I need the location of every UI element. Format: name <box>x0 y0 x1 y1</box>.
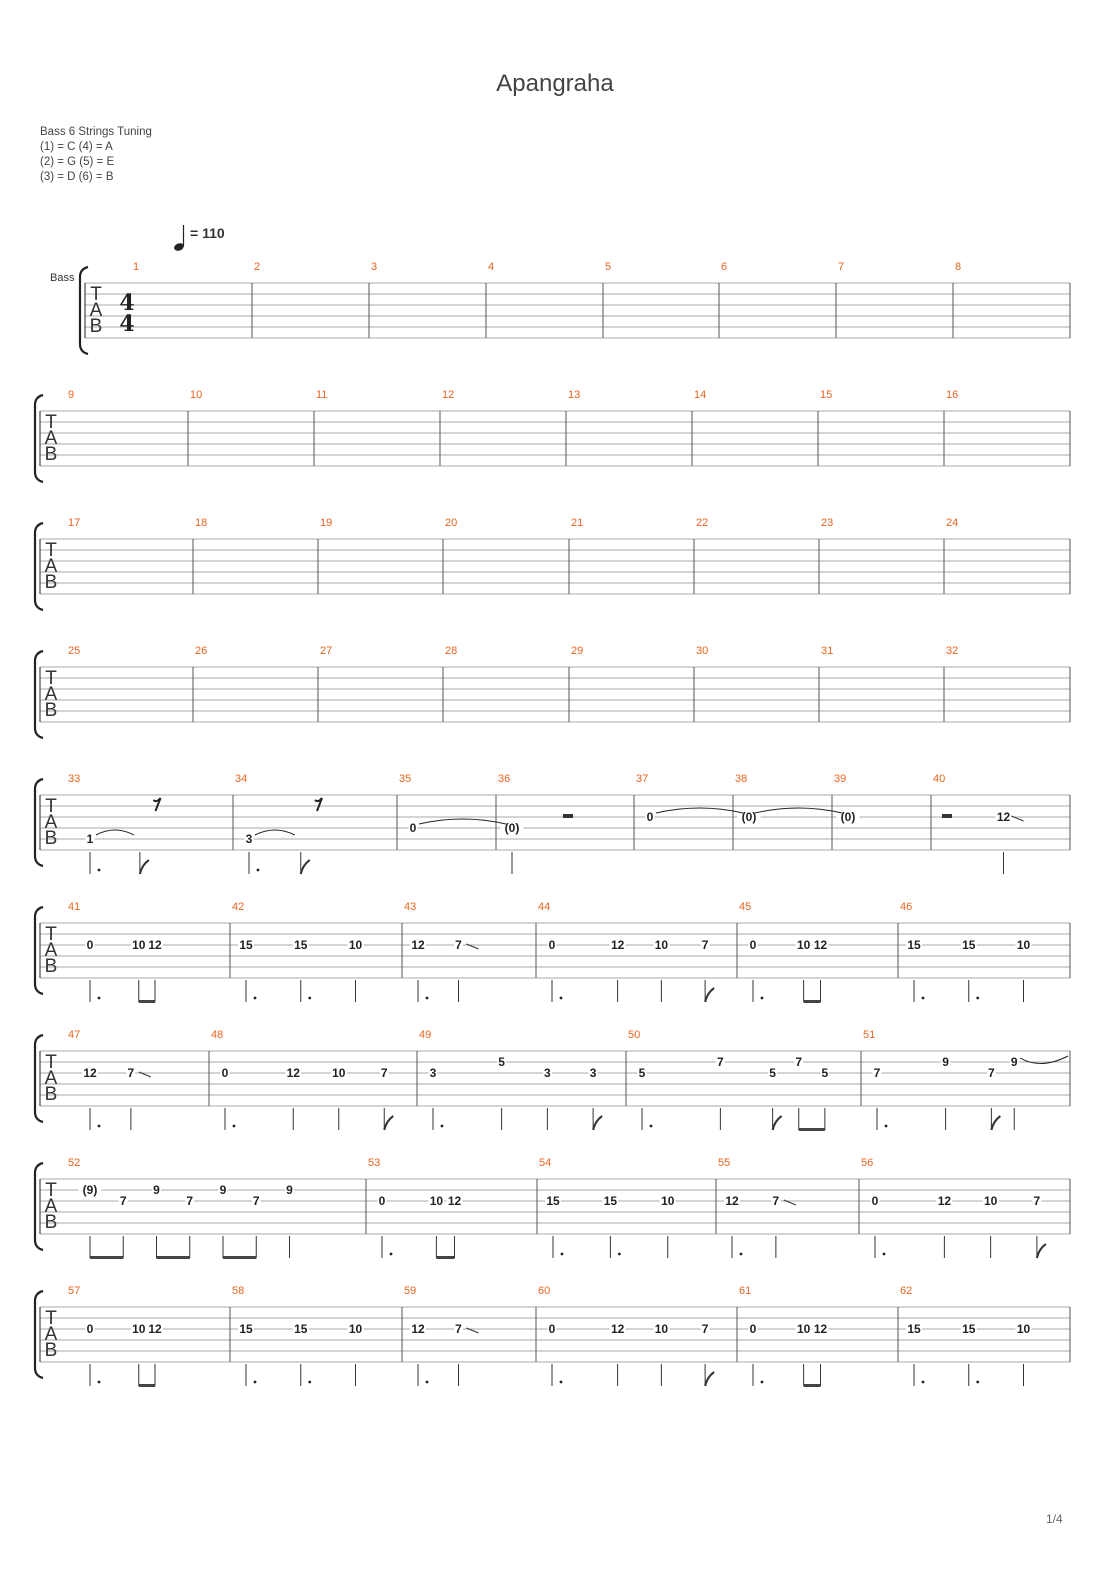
dot-mark <box>441 1125 444 1128</box>
eighth-rest-icon <box>154 798 161 811</box>
system-bracket <box>35 395 43 482</box>
fret-number: 5 <box>821 1066 829 1080</box>
system-bracket <box>35 1291 43 1378</box>
fret-number: 7 <box>795 1055 803 1069</box>
beam <box>799 1128 825 1131</box>
measure-number: 60 <box>538 1285 551 1297</box>
fret-number: (0) <box>504 821 520 835</box>
measure-number: 43 <box>404 901 417 913</box>
fret-number: 0 <box>749 1322 757 1336</box>
measure-number: 49 <box>419 1029 432 1041</box>
fret-number: 15 <box>962 1322 976 1336</box>
measure-number: 56 <box>861 1157 874 1169</box>
dot-mark <box>650 1125 653 1128</box>
tab-clef-letter: B <box>44 1084 58 1105</box>
tab-clef-letter: A <box>44 940 58 961</box>
fret-number: 7 <box>717 1055 724 1069</box>
tab-clef-letter: T <box>45 796 57 817</box>
dot-mark <box>560 1381 563 1384</box>
dot-mark <box>426 997 429 1000</box>
fret-number: (0) <box>840 810 856 824</box>
measure-number: 54 <box>539 1157 552 1169</box>
fret-number: 12 <box>725 1194 739 1208</box>
measure-number: 29 <box>571 645 584 657</box>
measure-number: 58 <box>232 1285 245 1297</box>
dot-mark <box>233 1125 236 1128</box>
fret-number: (9) <box>82 1183 98 1197</box>
eighth-rest-icon <box>315 798 322 811</box>
fret-number: 10 <box>796 1322 811 1336</box>
fret-number: 3 <box>429 1066 437 1080</box>
tab-clef-letter: A <box>44 1068 58 1089</box>
measure-number: 40 <box>933 773 946 785</box>
tab-system <box>35 1157 1070 1259</box>
tie-arc <box>419 819 506 824</box>
measure-number: 2 <box>254 261 261 273</box>
tab-clef-letter: T <box>45 1052 57 1073</box>
fret-number: 7 <box>988 1066 995 1080</box>
fret-number: 0 <box>86 938 94 952</box>
dot-mark <box>390 1253 393 1256</box>
tab-clef-letter: B <box>44 444 58 465</box>
measure-number: 42 <box>232 901 245 913</box>
fret-number: 12 <box>996 810 1011 824</box>
fret-number: 15 <box>294 1322 308 1336</box>
flag-mark <box>705 988 714 1002</box>
tab-clef-letter: B <box>44 1340 58 1361</box>
system-bracket <box>35 523 43 610</box>
fret-number: 10 <box>132 938 146 952</box>
tab-clef-letter: A <box>44 812 58 833</box>
beam <box>139 1384 155 1387</box>
fret-number: 15 <box>239 1322 253 1336</box>
tie-arc <box>755 808 842 813</box>
tab-system <box>35 1285 1070 1387</box>
beam <box>436 1256 454 1259</box>
tie-arc <box>96 830 134 835</box>
tab-clef-letter: A <box>44 1196 58 1217</box>
measure-number: 18 <box>195 517 208 529</box>
fret-number: 9 <box>942 1055 949 1069</box>
measure-number: 53 <box>368 1157 381 1169</box>
tab-clef-letter: B <box>89 316 103 337</box>
measure-number: 23 <box>821 517 834 529</box>
beam <box>804 1384 821 1387</box>
measure-number: 50 <box>628 1029 641 1041</box>
flag-mark <box>301 860 310 874</box>
measure-number: 3 <box>371 261 378 273</box>
tab-clef-letter: A <box>44 684 58 705</box>
half-rest-icon <box>563 814 573 818</box>
dot-mark <box>98 869 101 872</box>
measure-number: 9 <box>68 389 75 401</box>
time-signature-bottom: 4 <box>119 311 135 337</box>
fret-number: 3 <box>589 1066 597 1080</box>
measure-number: 36 <box>498 773 511 785</box>
tuning-line: (1) = C (4) = A <box>40 141 113 153</box>
dot-mark <box>308 997 311 1000</box>
measure-number: 41 <box>68 901 81 913</box>
tab-clef-letter: B <box>44 828 58 849</box>
measure-number: 33 <box>68 773 81 785</box>
dot-mark <box>254 1381 257 1384</box>
fret-number: 15 <box>603 1194 618 1208</box>
dot-mark <box>922 1381 925 1384</box>
tuning-line: (2) = G (5) = E <box>40 156 115 168</box>
measure-number: 55 <box>718 1157 731 1169</box>
fret-number: 9 <box>1010 1055 1018 1069</box>
system-bracket <box>35 907 43 994</box>
dot-mark <box>885 1125 888 1128</box>
fret-number: 7 <box>252 1194 260 1208</box>
instrument-name: Bass <box>50 272 75 284</box>
fret-number: 15 <box>294 938 308 952</box>
beam <box>139 1000 155 1003</box>
fret-number: 7 <box>701 1322 709 1336</box>
flag-mark <box>384 1116 393 1130</box>
fret-number: 9 <box>286 1183 293 1197</box>
dot-mark <box>976 997 979 1000</box>
measure-number: 17 <box>68 517 81 529</box>
fret-number: 10 <box>1016 1322 1031 1336</box>
measure-number: 14 <box>694 389 707 401</box>
fret-number: 12 <box>937 1194 952 1208</box>
tab-system <box>35 901 1070 1003</box>
tab-system <box>35 773 1070 874</box>
fret-number: 3 <box>544 1066 551 1080</box>
measure-number: 26 <box>195 645 208 657</box>
tab-clef-letter: T <box>45 412 57 433</box>
measure-number: 44 <box>538 901 551 913</box>
dot-mark <box>761 1381 764 1384</box>
flag-mark <box>991 1116 1000 1130</box>
fret-number: 12 <box>610 938 625 952</box>
tab-clef-letter: T <box>45 668 57 689</box>
fret-number: 5 <box>638 1066 646 1080</box>
measure-number: 32 <box>946 645 959 657</box>
dot-mark <box>922 997 925 1000</box>
measure-number: 30 <box>696 645 709 657</box>
measure-number: 47 <box>68 1029 81 1041</box>
dot-mark <box>618 1253 621 1256</box>
measure-number: 28 <box>445 645 458 657</box>
fret-number: 0 <box>409 821 417 835</box>
dot-mark <box>740 1253 743 1256</box>
measure-number: 20 <box>445 517 458 529</box>
tab-clef-letter: B <box>44 700 58 721</box>
fret-number: 7 <box>772 1194 780 1208</box>
dot-mark <box>883 1253 886 1256</box>
tie-arc <box>656 808 743 813</box>
tab-clef-letter: T <box>45 1308 57 1329</box>
fret-number: 10 <box>796 938 811 952</box>
flag-mark <box>705 1372 714 1386</box>
measure-number: 5 <box>605 261 612 273</box>
dot-mark <box>98 1125 101 1128</box>
fret-number: 10 <box>654 1322 669 1336</box>
fret-number: 12 <box>411 1322 425 1336</box>
flag-mark <box>593 1116 602 1130</box>
fret-number: 0 <box>548 938 556 952</box>
tab-clef-letter: B <box>44 572 58 593</box>
fret-number: 7 <box>455 938 462 952</box>
fret-number: 5 <box>498 1055 505 1069</box>
dot-mark <box>98 1381 101 1384</box>
fret-number: 7 <box>1033 1194 1041 1208</box>
measure-number: 25 <box>68 645 81 657</box>
fret-number: 12 <box>813 938 828 952</box>
fret-number: 9 <box>153 1183 160 1197</box>
measure-number: 34 <box>235 773 248 785</box>
fret-number: 10 <box>661 1194 675 1208</box>
flag-mark <box>773 1116 782 1130</box>
measure-number: 19 <box>320 517 333 529</box>
fret-number: 10 <box>429 1194 444 1208</box>
measure-number: 12 <box>442 389 455 401</box>
measure-number: 45 <box>739 901 752 913</box>
beam <box>223 1256 256 1259</box>
tuning-heading: Bass 6 Strings Tuning <box>40 126 152 138</box>
measure-number: 6 <box>721 261 728 273</box>
measure-number: 31 <box>821 645 834 657</box>
measure-number: 21 <box>571 517 584 529</box>
measure-number: 48 <box>211 1029 224 1041</box>
tab-clef-letter: A <box>44 556 58 577</box>
measure-number: 8 <box>955 261 962 273</box>
fret-number: 0 <box>646 810 654 824</box>
fret-number: 15 <box>907 938 921 952</box>
fret-number: 12 <box>813 1322 828 1336</box>
measure-number: 15 <box>820 389 833 401</box>
dot-mark <box>257 869 260 872</box>
tab-clef-letter: B <box>44 1212 58 1233</box>
measure-number: 37 <box>636 773 649 785</box>
dot-mark <box>308 1381 311 1384</box>
fret-number: 12 <box>148 938 162 952</box>
beam <box>804 1000 821 1003</box>
fret-number: 0 <box>749 938 757 952</box>
measure-number: 51 <box>863 1029 876 1041</box>
measure-number: 4 <box>488 261 495 273</box>
measure-number: 38 <box>735 773 748 785</box>
system-bracket <box>35 651 43 738</box>
fret-number: 7 <box>455 1322 462 1336</box>
fret-number: 12 <box>148 1322 162 1336</box>
song-title: Apangraha <box>496 70 614 97</box>
measure-number: 10 <box>190 389 203 401</box>
fret-number: 15 <box>962 938 976 952</box>
tab-clef-letter: T <box>45 540 57 561</box>
fret-number: 7 <box>380 1066 388 1080</box>
dot-mark <box>561 1253 564 1256</box>
fret-number: 15 <box>546 1194 560 1208</box>
time-signature-top: 4 <box>119 290 135 316</box>
fret-number: 7 <box>186 1194 194 1208</box>
measure-number: 62 <box>900 1285 913 1297</box>
system-bracket <box>35 1163 43 1250</box>
fret-number: 10 <box>332 1066 346 1080</box>
tab-clef-letter: T <box>45 1180 57 1201</box>
fret-number: 7 <box>873 1066 881 1080</box>
measure-number: 1 <box>133 261 140 273</box>
measure-number: 16 <box>946 389 959 401</box>
fret-number: 10 <box>654 938 669 952</box>
beam <box>90 1256 123 1259</box>
fret-number: 5 <box>769 1066 776 1080</box>
measure-number: 13 <box>568 389 581 401</box>
measure-number: 24 <box>946 517 959 529</box>
half-rest-icon <box>942 814 952 818</box>
tab-clef-letter: A <box>44 1324 58 1345</box>
tab-system <box>50 261 1070 354</box>
beam <box>157 1256 190 1259</box>
tab-system <box>35 389 1070 482</box>
tab-clef-letter: T <box>90 284 102 305</box>
dot-mark <box>976 1381 979 1384</box>
measure-number: 39 <box>834 773 847 785</box>
measure-number: 61 <box>739 1285 752 1297</box>
fret-number: 0 <box>871 1194 879 1208</box>
dot-mark <box>98 997 101 1000</box>
fret-number: 12 <box>286 1066 300 1080</box>
fret-number: 7 <box>127 1066 135 1080</box>
fret-number: 15 <box>907 1322 921 1336</box>
fret-number: (0) <box>741 810 757 824</box>
dot-mark <box>560 997 563 1000</box>
dot-mark <box>761 997 764 1000</box>
fret-number: 0 <box>378 1194 386 1208</box>
measure-number: 22 <box>696 517 709 529</box>
system-bracket <box>35 1035 43 1122</box>
tie-arc <box>255 830 295 835</box>
tempo-value: = 110 <box>190 225 225 241</box>
dot-mark <box>426 1381 429 1384</box>
fret-number: 7 <box>701 938 709 952</box>
fret-number: 10 <box>348 938 363 952</box>
tab-clef-letter: T <box>45 924 57 945</box>
fret-number: 10 <box>348 1322 363 1336</box>
measure-number: 35 <box>399 773 412 785</box>
fret-number: 10 <box>1016 938 1031 952</box>
tab-system <box>35 1029 1070 1131</box>
fret-number: 12 <box>447 1194 462 1208</box>
tuning-line: (3) = D (6) = B <box>40 171 114 183</box>
fret-number: 1 <box>86 832 94 846</box>
tab-system <box>35 645 1070 738</box>
flag-mark <box>140 860 149 874</box>
system-bracket <box>80 267 88 354</box>
tab-clef-letter: A <box>89 300 103 321</box>
page-number: 1/4 <box>1046 1512 1063 1526</box>
fret-number: 3 <box>245 832 253 846</box>
measure-number: 46 <box>900 901 913 913</box>
dot-mark <box>254 997 257 1000</box>
fret-number: 12 <box>411 938 425 952</box>
fret-number: 12 <box>83 1066 97 1080</box>
fret-number: 15 <box>239 938 253 952</box>
fret-number: 10 <box>983 1194 998 1208</box>
measure-number: 52 <box>68 1157 81 1169</box>
measure-number: 11 <box>316 389 328 401</box>
measure-number: 57 <box>68 1285 81 1297</box>
fret-number: 10 <box>132 1322 146 1336</box>
fret-number: 12 <box>610 1322 625 1336</box>
tab-clef-letter: B <box>44 956 58 977</box>
measure-number: 7 <box>838 261 845 273</box>
fret-number: 7 <box>119 1194 127 1208</box>
flag-mark <box>1037 1244 1046 1258</box>
measure-number: 27 <box>320 645 333 657</box>
fret-number: 0 <box>221 1066 229 1080</box>
system-bracket <box>35 779 43 866</box>
fret-number: 0 <box>86 1322 94 1336</box>
tab-system <box>35 517 1070 610</box>
fret-number: 0 <box>548 1322 556 1336</box>
fret-number: 9 <box>219 1183 227 1197</box>
measure-number: 59 <box>404 1285 417 1297</box>
tab-clef-letter: A <box>44 428 58 449</box>
